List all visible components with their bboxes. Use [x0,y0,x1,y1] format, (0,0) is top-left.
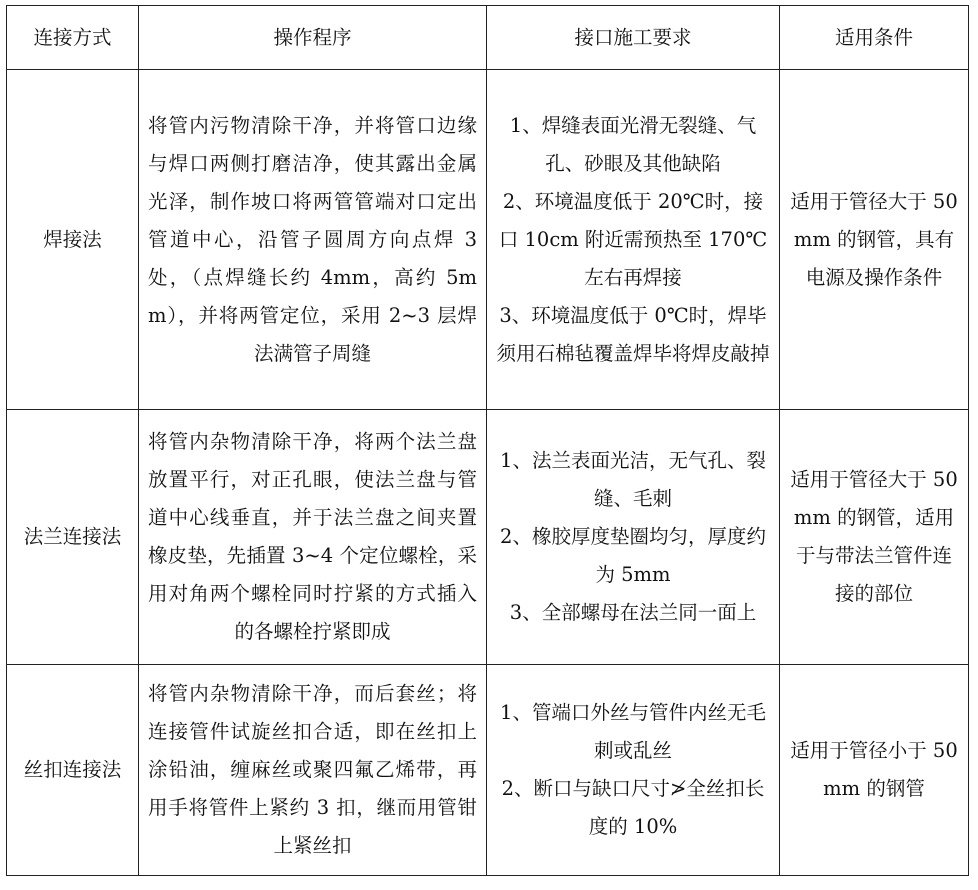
pipe-connection-table [6,5,969,876]
header-procedure: 操作程序 [139,6,487,70]
requirements-cell [487,410,780,665]
requirement-item: 2、橡胶厚度垫圈均匀，厚度约为 5mm [500,525,766,586]
requirement-item: 3、全部螺母在法兰同一面上 [509,601,757,624]
header-method: 连接方式 [7,6,139,70]
table-row [7,70,969,410]
method-cell: 法兰连接法 [7,410,139,665]
table-header-row [7,6,969,70]
procedure-cell: 将管内杂物清除干净，将两个法兰盘放置平行，对正孔眼，使法兰盘与管道中心线垂直，并于法兰盘之间夹置橡皮垫，先插置 3~4 个定位螺栓，采用对角两个螺栓同时拧紧的方式插入的各螺栓拧紧即成 [139,410,487,665]
requirement-item: 2、断口与缺口尺寸≯全丝扣长度的 10% [501,777,765,838]
requirements-cell [487,665,780,876]
requirements-cell [487,70,780,410]
conditions-cell: 适用于管径小于 50mm 的钢管 [780,665,969,876]
requirement-item: 1、管端口外丝与管件内丝无毛刺或乱丝 [500,701,766,762]
method-cell: 焊接法 [7,70,139,410]
requirement-item: 1、焊缝表面光滑无裂缝、气孔、砂眼及其他缺陷 [509,113,757,175]
header-requirements: 接口施工要求 [487,6,780,70]
method-cell: 丝扣连接法 [7,665,139,876]
table-row [7,410,969,665]
requirement-item: 1、法兰表面光洁，无气孔、裂缝、毛刺 [500,449,766,510]
procedure-cell: 将管内污物清除干净，并将管口边缘与焊口两侧打磨洁净，使其露出金属光泽，制作坡口将两管管端对口定出管道中心，沿管子圆周方向点焊 3 处，（点焊缝长约 4mm，高约 5mm），并将两管定位，采用 2~3 层焊法满管子周缝 [139,70,487,410]
procedure-cell: 将管内杂物清除干净，而后套丝；将连接管件试旋丝扣合适，即在丝扣上涂铅油，缠麻丝或聚四氟乙烯带，再用手将管件上紧约 3 扣，继而用管钳上紧丝扣 [139,665,487,876]
conditions-cell: 适用于管径大于 50mm 的钢管，具有电源及操作条件 [780,70,969,410]
header-conditions: 适用条件 [780,6,969,70]
table-row [7,665,969,876]
conditions-cell: 适用于管径大于 50mm 的钢管，适用于与带法兰管件连接的部位 [780,410,969,665]
requirement-item: 3、环境温度低于 0℃时，焊毕须用石棉毡覆盖焊毕将焊皮敲掉 [496,303,770,365]
requirement-item: 2、环境温度低于 20℃时，接口 10cm 附近需预热至 170℃左右再焊接 [498,189,768,289]
